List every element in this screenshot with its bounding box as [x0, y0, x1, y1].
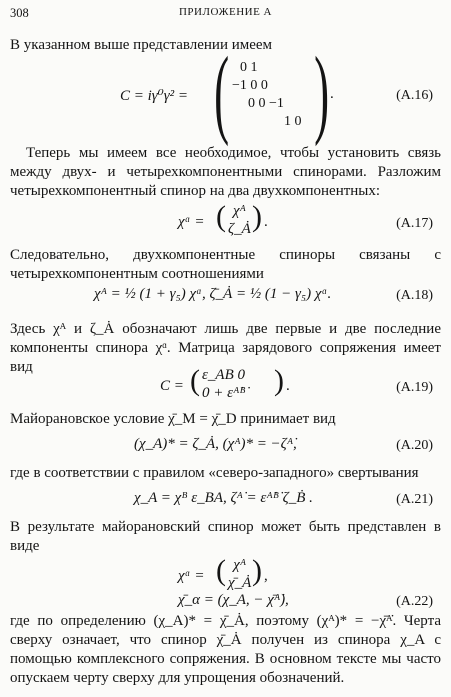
equation-a16: C = iγ⁰γ² = ( 0 1 −1 0 0 0 0 −1 1 0 ) . (A.16) — [120, 36, 433, 147]
eq20-body: (χ_A)* = ζ_Ȧ, (χᴬ)* = −ζᴬ̇, — [134, 436, 297, 452]
eq22b-body: χ̄_α = (χ_A, − χ̄ᴬ̇), — [178, 592, 289, 608]
page-number: 308 — [10, 6, 29, 20]
eq17-number: (A.17) — [396, 216, 433, 231]
eq17-bottom: ζ_Ȧ — [228, 221, 251, 237]
eq21-body: χ_A = χᴮ ε_BA, ζᴬ̇ = εᴬ̇ᴮ̇ ζ_Ḃ . — [134, 490, 313, 506]
eq16-lhs: C = iγ⁰γ² = — [120, 88, 188, 104]
eq22-number: (A.22) — [396, 594, 433, 609]
eq20-number: (A.20) — [396, 438, 433, 453]
eq22a-bottom: χ̄_Ȧ — [228, 575, 252, 591]
paragraph-5: Майорановское условие χ̄_M = χ̄_D принимает вид — [10, 411, 336, 427]
eq19-top: ε_AB 0 — [202, 367, 245, 383]
running-title: ПРИЛОЖЕНИЕ А — [178, 6, 272, 18]
eq21-number: (A.21) — [396, 492, 433, 507]
paragraph-8: где по определению (χ_A)* = χ̄_Ȧ, поэтому (χᴬ)* = −χ̄ᴬ̇. Черта сверху означает, что спинор χ̄_Ȧ получен из спинора χ_A с помощью комплексного сопряжения. В основном тексте мы часто опускаем черту сверху для упрощения обозначений. — [10, 613, 441, 686]
paragraph-7: В результате майорановский спинор может быть представлен в виде — [10, 519, 441, 554]
equation-a19: C = ( ε_AB 0 0 + εᴬ̇ᴮ̇ ) . (A.19) — [160, 364, 433, 401]
eq17-top: χᴬ — [232, 203, 246, 219]
eq16-number: (A.16) — [396, 88, 433, 103]
equation-a22-spinor: χᵅ = ( χᴬ χ̄_Ȧ ) , — [178, 554, 268, 591]
equation-a20 — [10, 436, 441, 458]
equation-a22-conjugate — [10, 592, 441, 614]
eq19-number: (A.19) — [396, 380, 433, 395]
paragraph-6: где в соответствии с правилом «северо-западного» свертывания — [10, 465, 419, 481]
equation-a21 — [10, 490, 441, 512]
equation-a18 — [10, 286, 441, 310]
eq22a-top: χᴬ — [233, 557, 247, 573]
paragraph-1: В указанном выше представлении имеем — [10, 37, 273, 53]
equation-a17: χᵅ = ( χᴬ ζ_Ȧ ) . (A.17) — [178, 200, 433, 237]
paragraph-2: Теперь мы имеем все необходимое, чтобы установить связь между двух- и четырехкомпонентными спинорами. Разложим четырехкомпонентный спинор на два двухкомпонентных: — [10, 145, 441, 199]
paragraph-3: Следовательно, двухкомпонентные спиноры связаны с четырехкомпонентным соотношениями — [10, 247, 441, 282]
paragraph-4: Здесь χᴬ и ζ_Ȧ обозначают лишь две первые и две последние компоненты спинора χᵅ. Матрица зарядового сопряжения имеет вид — [10, 321, 441, 375]
eq18-body: χᴬ = ½ (1 + γ₅) χᵅ, ζ̄_Ȧ = ½ (1 − γ₅) χᵅ. — [94, 286, 332, 302]
eq18-number: (A.18) — [396, 288, 433, 303]
eq19-bottom: 0 + εᴬ̇ᴮ̇ — [202, 385, 246, 401]
page-header — [10, 4, 441, 22]
